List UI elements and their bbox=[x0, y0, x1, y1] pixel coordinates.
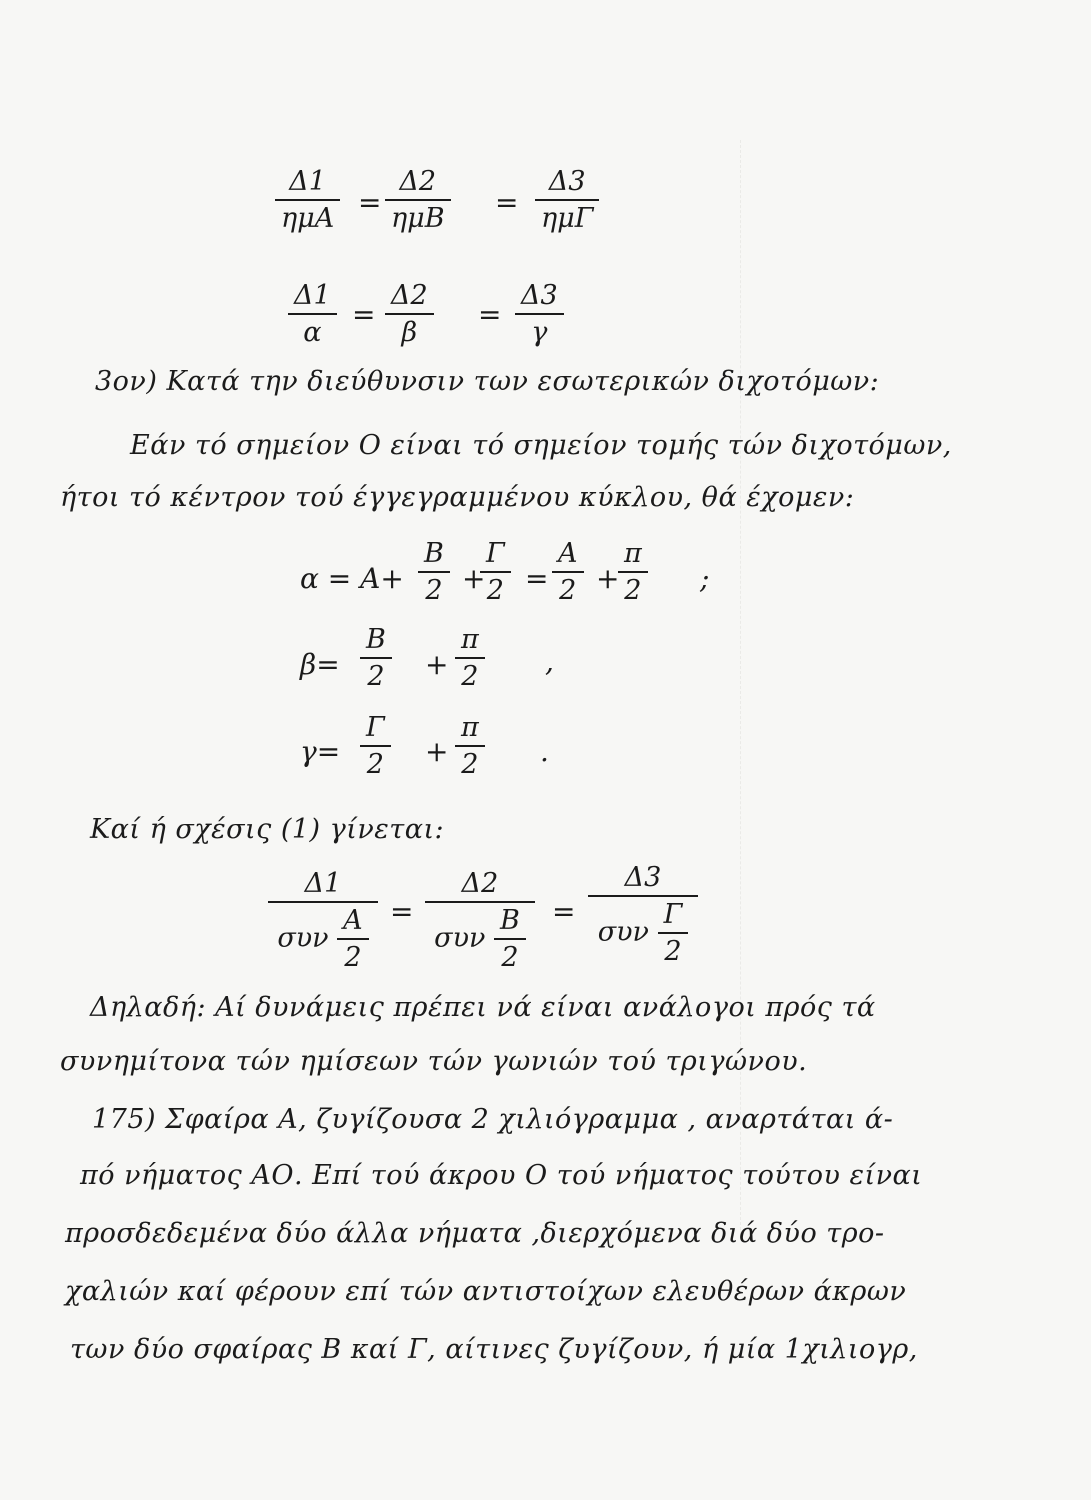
beta-f2-num: π bbox=[461, 624, 479, 655]
gamma-f2-num: π bbox=[461, 712, 479, 743]
alpha-end: ; bbox=[700, 562, 710, 595]
eq3-d3 bbox=[592, 899, 695, 967]
alpha-plus-2: + bbox=[596, 562, 620, 595]
beta-end: , bbox=[545, 645, 554, 678]
line-if-1: Εάν τό σημείον Ο είναι τό σημείον τομής τών διχοτόμων, bbox=[130, 430, 952, 461]
eq3-d1-half-num: A bbox=[343, 905, 363, 937]
eq3-n2: Δ2 bbox=[461, 868, 499, 899]
alpha-f4-num: π bbox=[624, 538, 642, 569]
eq2-frac-1 bbox=[288, 280, 337, 348]
eq1-n2: Δ2 bbox=[399, 166, 437, 197]
eq3-equals-b: = bbox=[552, 895, 576, 928]
eq3-d3-half bbox=[658, 899, 689, 967]
eq3-d2-cos: συν bbox=[434, 922, 486, 954]
problem-175-line-1: 175) Σφαίρα Α, ζυγίζουσα 2 χιλιόγραμμα , αναρτάται ά- bbox=[92, 1104, 894, 1135]
fraction-bar bbox=[658, 932, 689, 934]
eq2-d1: α bbox=[303, 317, 322, 349]
line-thus-2: συνημίτονα τών ημίσεων τών γωνιών τού τριγώνου. bbox=[60, 1046, 808, 1077]
fraction-bar bbox=[268, 901, 378, 903]
eq3-d2-half bbox=[494, 905, 526, 973]
gamma-f1-den: 2 bbox=[366, 749, 384, 781]
fraction-bar bbox=[288, 313, 337, 315]
eq3-n1: Δ1 bbox=[304, 868, 342, 899]
fraction-bar bbox=[360, 657, 392, 659]
fraction-bar bbox=[552, 571, 584, 573]
fraction-bar bbox=[535, 199, 599, 201]
eq3-d3-cos: συν bbox=[597, 916, 649, 948]
eq3-d1-cos: συν bbox=[277, 922, 329, 954]
beta-lhs: β= bbox=[300, 648, 340, 681]
fraction-bar bbox=[385, 313, 434, 315]
eq3-n3: Δ3 bbox=[624, 862, 662, 893]
eq2-equals-b: = bbox=[478, 298, 502, 331]
eq1-frac-3 bbox=[535, 166, 599, 234]
problem-175-line-2: πό νήματος ΑΟ. Επί τού άκρου Ο τού νήματος τούτου είναι bbox=[80, 1160, 923, 1191]
alpha-f2-den: 2 bbox=[486, 575, 504, 607]
eq2-n3: Δ3 bbox=[521, 280, 558, 311]
eq3-d2-half-num: B bbox=[500, 905, 520, 937]
eq1-d2: ημB bbox=[391, 203, 445, 235]
alpha-lhs: α = A+ bbox=[300, 562, 404, 595]
fraction-bar bbox=[515, 313, 564, 315]
eq1-n1: Δ1 bbox=[289, 166, 326, 197]
fraction-bar bbox=[494, 938, 526, 940]
eq3-d1-half bbox=[337, 905, 369, 973]
eq1-d1: ημA bbox=[281, 203, 335, 235]
beta-frac-1 bbox=[360, 624, 392, 692]
alpha-f3-den: 2 bbox=[559, 575, 577, 607]
alpha-f4-den: 2 bbox=[624, 575, 642, 607]
alpha-f3-num: A bbox=[558, 538, 578, 569]
eq3-d1-half-den: 2 bbox=[344, 942, 362, 974]
eq3-equals-a: = bbox=[390, 895, 414, 928]
alpha-frac-4 bbox=[618, 538, 648, 606]
gamma-plus: + bbox=[425, 735, 449, 768]
fraction-bar bbox=[385, 199, 451, 201]
fraction-bar bbox=[455, 657, 485, 659]
gamma-frac-2 bbox=[455, 712, 485, 780]
beta-frac-2 bbox=[455, 624, 485, 692]
problem-175-line-5: των δύο σφαίρας Β καί Γ, αίτινες ζυγίζουν, ή μία 1χιλιογρ, bbox=[70, 1334, 918, 1365]
fraction-bar bbox=[337, 938, 369, 940]
line-bisectors: 3ον) Κατά την διεύθυνσιν των εσωτερικών διχοτόμων: bbox=[95, 366, 880, 397]
eq2-n1: Δ1 bbox=[294, 280, 331, 311]
eq2-frac-2 bbox=[385, 280, 434, 348]
gamma-end: . bbox=[540, 735, 549, 768]
fraction-bar bbox=[275, 199, 340, 201]
gamma-f1-num: Γ bbox=[366, 712, 385, 743]
eq1-frac-1 bbox=[275, 166, 340, 234]
line-thus-1: Δηλαδή: Αί δυνάμεις πρέπει νά είναι ανάλογοι πρός τά bbox=[90, 992, 876, 1023]
fraction-bar bbox=[360, 745, 391, 747]
eq2-d2: β bbox=[401, 317, 418, 349]
alpha-frac-3 bbox=[552, 538, 584, 606]
eq3-frac-2 bbox=[425, 868, 535, 973]
line-relation: Καί ή σχέσις (1) γίνεται: bbox=[90, 814, 445, 845]
eq2-n2: Δ2 bbox=[391, 280, 428, 311]
fraction-bar bbox=[425, 901, 535, 903]
eq3-d3-half-num: Γ bbox=[663, 899, 683, 931]
beta-plus: + bbox=[425, 648, 449, 681]
gamma-f2-den: 2 bbox=[461, 749, 479, 781]
eq3-d1 bbox=[271, 905, 374, 973]
eq1-n3: Δ3 bbox=[548, 166, 586, 197]
fraction-bar bbox=[418, 571, 450, 573]
eq2-d3: γ bbox=[531, 317, 548, 349]
alpha-f1-num: B bbox=[424, 538, 444, 569]
fraction-bar bbox=[480, 571, 511, 573]
alpha-equals: = bbox=[525, 562, 549, 595]
fraction-bar bbox=[588, 895, 698, 897]
eq2-equals-a: = bbox=[352, 298, 376, 331]
alpha-f1-den: 2 bbox=[425, 575, 443, 607]
fraction-bar bbox=[455, 745, 485, 747]
eq1-frac-2 bbox=[385, 166, 451, 234]
gamma-lhs: γ= bbox=[300, 735, 341, 768]
gamma-frac-1 bbox=[360, 712, 391, 780]
eq1-equals-a: = bbox=[358, 186, 382, 219]
eq3-d2 bbox=[428, 905, 532, 973]
eq3-frac-1 bbox=[268, 868, 378, 973]
eq1-d3: ημΓ bbox=[541, 203, 594, 235]
problem-175-line-3: προσδεδεμένα δύο άλλα νήματα ,διερχόμενα διά δύο τρο- bbox=[65, 1218, 885, 1249]
alpha-f2-num: Γ bbox=[486, 538, 505, 569]
eq3-d2-half-den: 2 bbox=[501, 942, 519, 974]
eq2-frac-3 bbox=[515, 280, 564, 348]
beta-f1-num: B bbox=[366, 624, 386, 655]
problem-175-line-4: χαλιών καί φέρουν επί τών αντιστοίχων ελευθέρων άκρων bbox=[65, 1276, 907, 1307]
fraction-bar bbox=[618, 571, 648, 573]
beta-f1-den: 2 bbox=[367, 661, 385, 693]
line-if-2: ήτοι τό κέντρον τού έγγεγραμμένου κύκλου, θά έχομεν: bbox=[60, 482, 855, 513]
alpha-plus-1: + bbox=[462, 562, 486, 595]
alpha-frac-1 bbox=[418, 538, 450, 606]
eq3-frac-3 bbox=[588, 862, 698, 967]
eq1-equals-b: = bbox=[495, 186, 519, 219]
beta-f2-den: 2 bbox=[461, 661, 479, 693]
eq3-d3-half-den: 2 bbox=[664, 936, 682, 968]
alpha-frac-2 bbox=[480, 538, 511, 606]
